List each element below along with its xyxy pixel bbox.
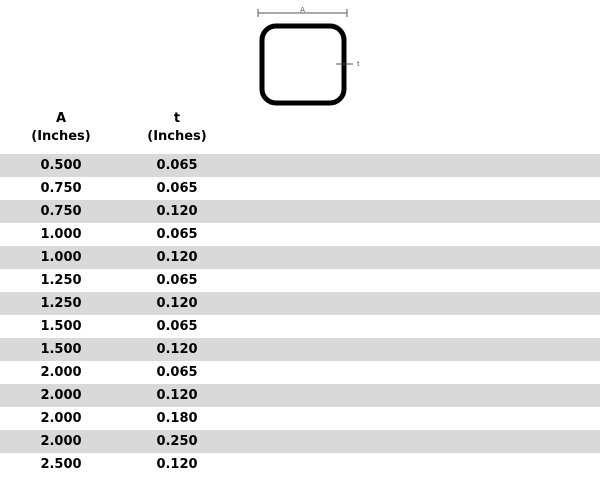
cell-a: 1.250 [40, 273, 82, 288]
cell-a: 1.250 [40, 296, 82, 311]
cell-a: 0.750 [40, 181, 82, 196]
cell-t: 0.065 [156, 158, 198, 173]
cell-a: 0.750 [40, 204, 82, 219]
cell-a: 1.000 [40, 227, 82, 242]
column-header-a [11, 110, 111, 146]
cell-a: 1.500 [40, 319, 82, 334]
cell-t: 0.065 [156, 227, 198, 242]
column-header-a-unit: (Inches) [31, 129, 91, 144]
table-row [0, 384, 600, 407]
cell-t: 0.120 [156, 342, 198, 357]
size-table [0, 154, 600, 476]
cell-a: 1.000 [40, 250, 82, 265]
column-header-a-title: A [55, 111, 67, 126]
table-row [0, 430, 600, 453]
table-row [0, 177, 600, 200]
table-row [0, 154, 600, 177]
cell-t: 0.065 [156, 273, 198, 288]
column-header-t [127, 110, 227, 146]
cell-a: 0.500 [40, 158, 82, 173]
table-row [0, 338, 600, 361]
table-header [0, 110, 600, 150]
table-row [0, 246, 600, 269]
table-row [0, 200, 600, 223]
table-row [0, 407, 600, 430]
cell-a: 1.500 [40, 342, 82, 357]
square-tube-icon [250, 0, 370, 110]
table-row [0, 361, 600, 384]
cell-a: 2.000 [40, 434, 82, 449]
cell-t: 0.120 [156, 250, 198, 265]
cell-t: 0.120 [156, 204, 198, 219]
cell-t: 0.120 [156, 457, 198, 472]
dimension-t-label: t [357, 60, 360, 68]
table-row [0, 453, 600, 476]
cell-t: 0.250 [156, 434, 198, 449]
cell-t: 0.065 [156, 319, 198, 334]
cell-a: 2.500 [40, 457, 82, 472]
table-row [0, 292, 600, 315]
square-tube-diagram [250, 0, 370, 110]
column-header-t-title: t [173, 111, 181, 126]
cell-t: 0.065 [156, 365, 198, 380]
dimension-a-label: A [300, 6, 305, 14]
column-header-t-unit: (Inches) [147, 129, 207, 144]
table-row [0, 315, 600, 338]
cell-a: 2.000 [40, 411, 82, 426]
cell-a: 2.000 [40, 365, 82, 380]
cell-t: 0.120 [156, 388, 198, 403]
table-row [0, 269, 600, 292]
cell-t: 0.065 [156, 181, 198, 196]
table-row [0, 223, 600, 246]
cell-t: 0.120 [156, 296, 198, 311]
cell-a: 2.000 [40, 388, 82, 403]
cell-t: 0.180 [156, 411, 198, 426]
